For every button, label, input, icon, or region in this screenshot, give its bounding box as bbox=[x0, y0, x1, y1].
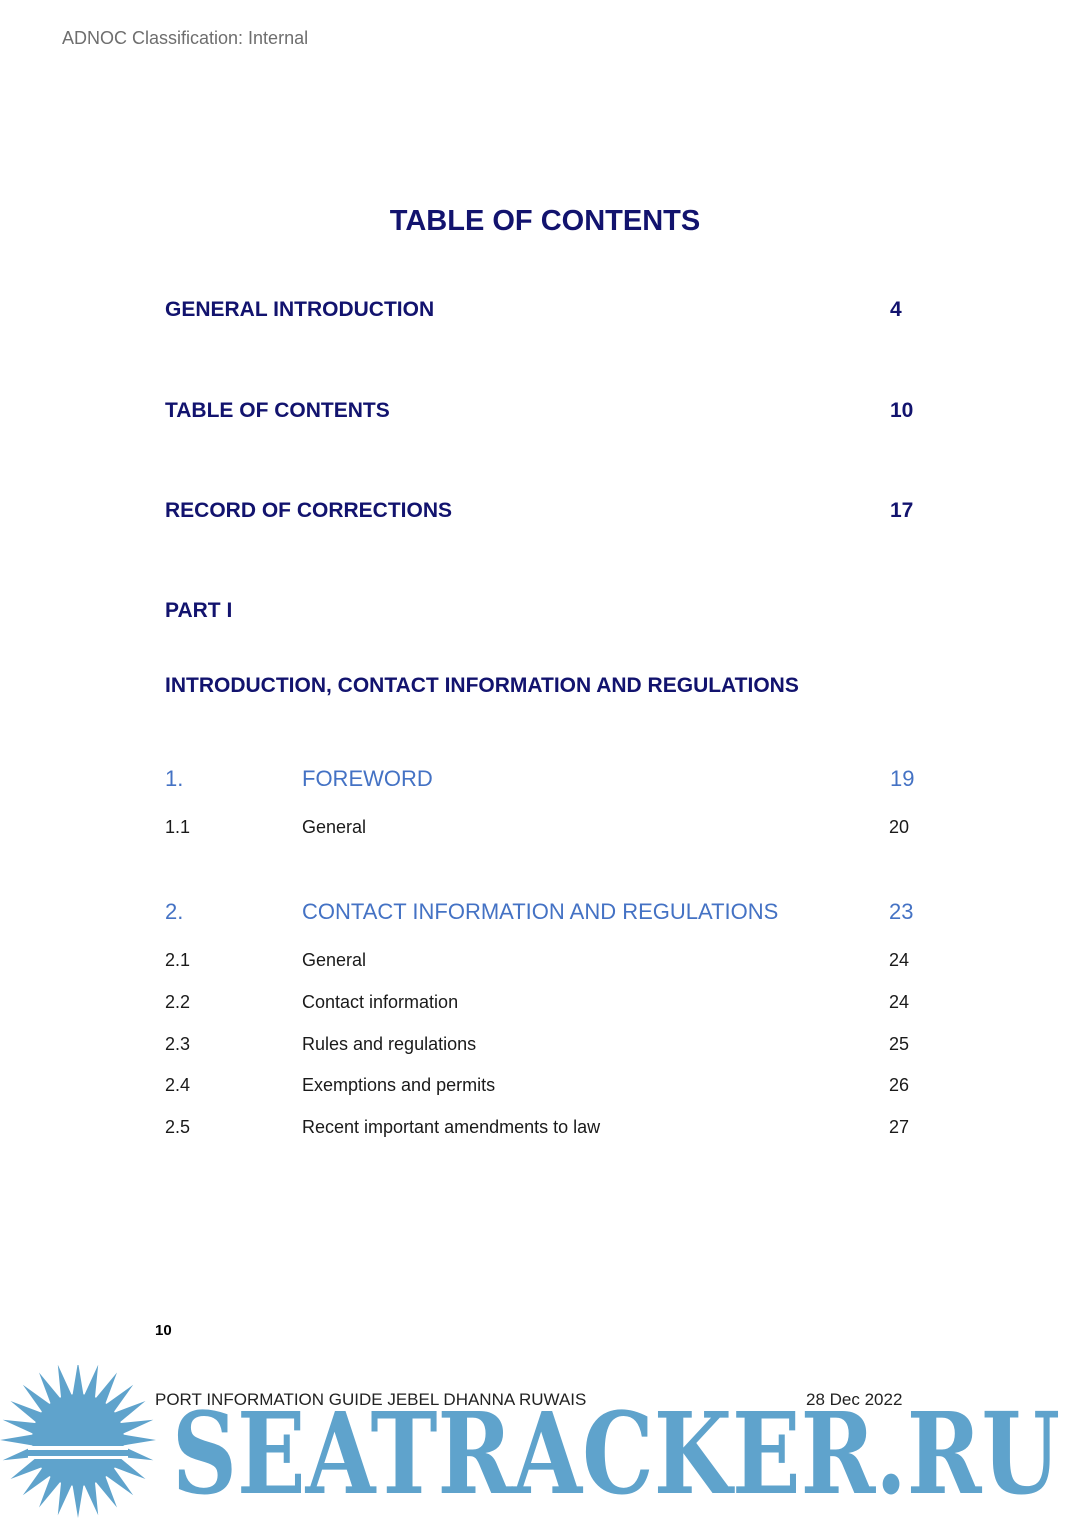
subsection-page: 25 bbox=[889, 1034, 910, 1054]
toc-subsection[interactable]: Exemptions and permits bbox=[302, 1075, 496, 1095]
subsection-page: 24 bbox=[889, 992, 910, 1012]
toc-entry-page: 4 bbox=[890, 298, 902, 321]
page-title: TABLE OF CONTENTS bbox=[389, 205, 701, 237]
toc-section-contact-information[interactable]: CONTACT INFORMATION AND REGULATIONS bbox=[302, 899, 779, 924]
section-page: 19 bbox=[890, 766, 915, 791]
toc-section-foreword[interactable]: FOREWORD bbox=[302, 766, 433, 791]
toc-entry-page: 17 bbox=[890, 499, 914, 522]
toc-subsection[interactable]: Contact information bbox=[302, 992, 459, 1012]
subsection-page: 27 bbox=[889, 1117, 910, 1137]
subsection-number: 2.1 bbox=[165, 950, 191, 970]
watermark-text: SEATRACKER.RU bbox=[172, 1389, 1060, 1520]
part-label: PART I bbox=[165, 599, 233, 622]
toc-entry-page: 10 bbox=[890, 399, 914, 422]
section-number: 2. bbox=[165, 899, 184, 924]
section-number: 1. bbox=[165, 766, 184, 791]
toc-subsection[interactable]: Recent important amendments to law bbox=[302, 1117, 601, 1137]
toc-entry-record-of-corrections[interactable]: RECORD OF CORRECTIONS bbox=[165, 499, 453, 522]
subsection-page: 26 bbox=[889, 1075, 910, 1095]
toc-entry-table-of-contents[interactable]: TABLE OF CONTENTS bbox=[165, 399, 390, 422]
toc-entry-general-introduction[interactable]: GENERAL INTRODUCTION bbox=[165, 298, 435, 321]
toc-subsection[interactable]: General bbox=[302, 817, 367, 837]
subsection-number: 2.2 bbox=[165, 992, 191, 1012]
section-page: 23 bbox=[889, 899, 914, 924]
subsection-number: 2.3 bbox=[165, 1034, 191, 1054]
sun-logo-icon bbox=[0, 1365, 156, 1518]
footer-date: 28 Dec 2022 bbox=[806, 1390, 903, 1409]
subsection-number: 2.4 bbox=[165, 1075, 191, 1095]
part-subtitle: INTRODUCTION, CONTACT INFORMATION AND REGULATIONS bbox=[165, 674, 799, 697]
watermark bbox=[0, 1365, 1080, 1527]
page-number: 10 bbox=[155, 1322, 172, 1339]
footer-guide-title: PORT INFORMATION GUIDE JEBEL DHANNA RUWAIS bbox=[155, 1390, 587, 1409]
subsection-page: 20 bbox=[889, 817, 910, 837]
subsection-number: 2.5 bbox=[165, 1117, 191, 1137]
subsection-number: 1.1 bbox=[165, 817, 191, 837]
toc-subsection[interactable]: Rules and regulations bbox=[302, 1034, 477, 1054]
toc-subsection[interactable]: General bbox=[302, 950, 367, 970]
classification-label: ADNOC Classification: Internal bbox=[62, 28, 309, 48]
subsection-page: 24 bbox=[889, 950, 910, 970]
